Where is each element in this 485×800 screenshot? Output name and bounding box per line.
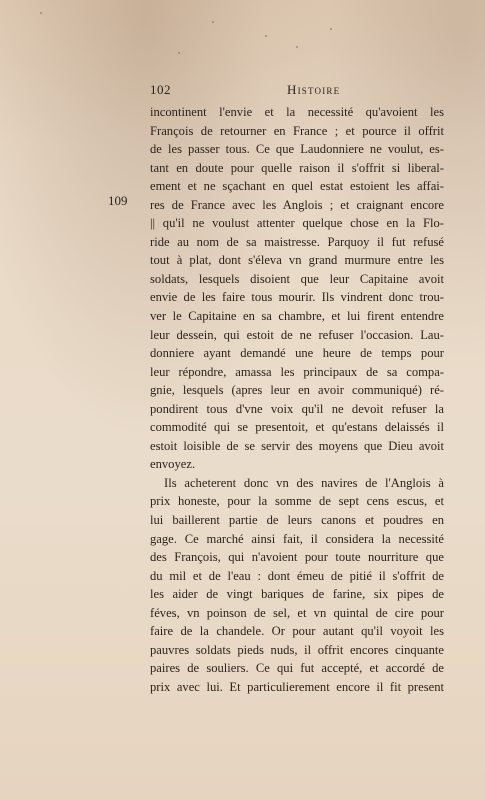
text-line: faire de la chandele. Or pour autant qu'il voyoit les	[150, 624, 444, 639]
paper-speck	[212, 21, 214, 23]
text-line: de les passer tous. Ce que Laudonniere ne voulut, es-	[150, 142, 444, 157]
paper-speck	[40, 12, 42, 14]
text-line: ement et ne sçachant en quel estat estoient les affai-	[150, 179, 444, 194]
text-line: Ils acheterent donc vn des navires de l'Anglois à	[164, 475, 444, 490]
text-line: tant en doute pour quelle raison il s'offrit si liberal-	[150, 160, 444, 175]
page-header	[150, 82, 445, 98]
text-line: féves, vn poinson de sel, et vn quintal de cire pour	[150, 605, 444, 620]
paper-speck	[296, 46, 298, 48]
text-line: res de France avec les Anglois ; et craignant encore	[150, 197, 444, 212]
text-line: les aider de vingt bariques de farine, six pipes de	[150, 587, 444, 602]
text-line: incontinent l'envie et la necessité qu'avoient les	[150, 105, 444, 119]
text-line: François de retourner en France ; et pource il offrit	[150, 123, 444, 138]
text-line: des François, qui n'avoient pour toute nourriture que	[150, 550, 444, 565]
text-line: ride au nom de sa maistresse. Parquoy il fut refusé	[150, 234, 444, 249]
text-line: soldats, lesquels disoient que leur Capitaine avoit	[150, 271, 444, 286]
paper-speck	[178, 52, 180, 54]
text-line: ver le Capitaine en sa chambre, et lui firent entendre	[150, 309, 444, 324]
text-line: lui baillerent partie de leurs canons et poudres en	[150, 513, 444, 528]
text-line: donniere ayant demandé une heure de temps pour	[150, 346, 444, 361]
text-line: || qu'il ne voulust attenter quelque chose en la Flo-	[150, 216, 444, 231]
text-line: envoyez.	[150, 457, 196, 472]
text-line: leur répondre, amassa les principaux de sa compa-	[150, 364, 444, 379]
running-title: Histoire	[287, 82, 341, 97]
text-line: gage. Ce marché ainsi fait, il considera la necessité	[150, 531, 444, 546]
page-number: 102	[150, 82, 171, 97]
text-line: prix honeste, pour la somme de sept cens escus, et	[150, 494, 444, 509]
text-line: leur dessein, qui estoit de ne refuser l'occasion. Lau-	[150, 327, 444, 342]
text-line: commodité qui se presentoit, et qu'estans delaissés il	[150, 420, 444, 435]
margin-note: 109	[108, 193, 128, 208]
paper-speck	[265, 35, 267, 37]
text-line: gnie, lesquels (apres leur en avoir communiqué) ré-	[150, 383, 444, 398]
text-line: du mil et de l'eau : dont émeu de pitié il s'offrit de	[150, 568, 444, 583]
body-text	[150, 103, 444, 697]
text-line: pondirent tous d'vne voix qu'il ne devoit refuser la	[150, 401, 444, 416]
text-line: tout à plat, dont s'éleva vn grand murmure entre les	[150, 253, 444, 268]
text-line: prix avec lui. Et particulierement encore il fit present	[150, 679, 444, 694]
text-line: envie de les faire tous mourir. Ils vindrent donc trou-	[150, 290, 444, 305]
text-line: pauvres soldats pieds nuds, il offrit encores cinquante	[150, 642, 444, 657]
text-line: paires de souliers. Ce qui fut accepté, et accordé de	[150, 661, 444, 676]
text-line: estoit loisible de se servir des moyens que Dieu avoit	[150, 438, 444, 453]
paper-speck	[330, 28, 332, 30]
